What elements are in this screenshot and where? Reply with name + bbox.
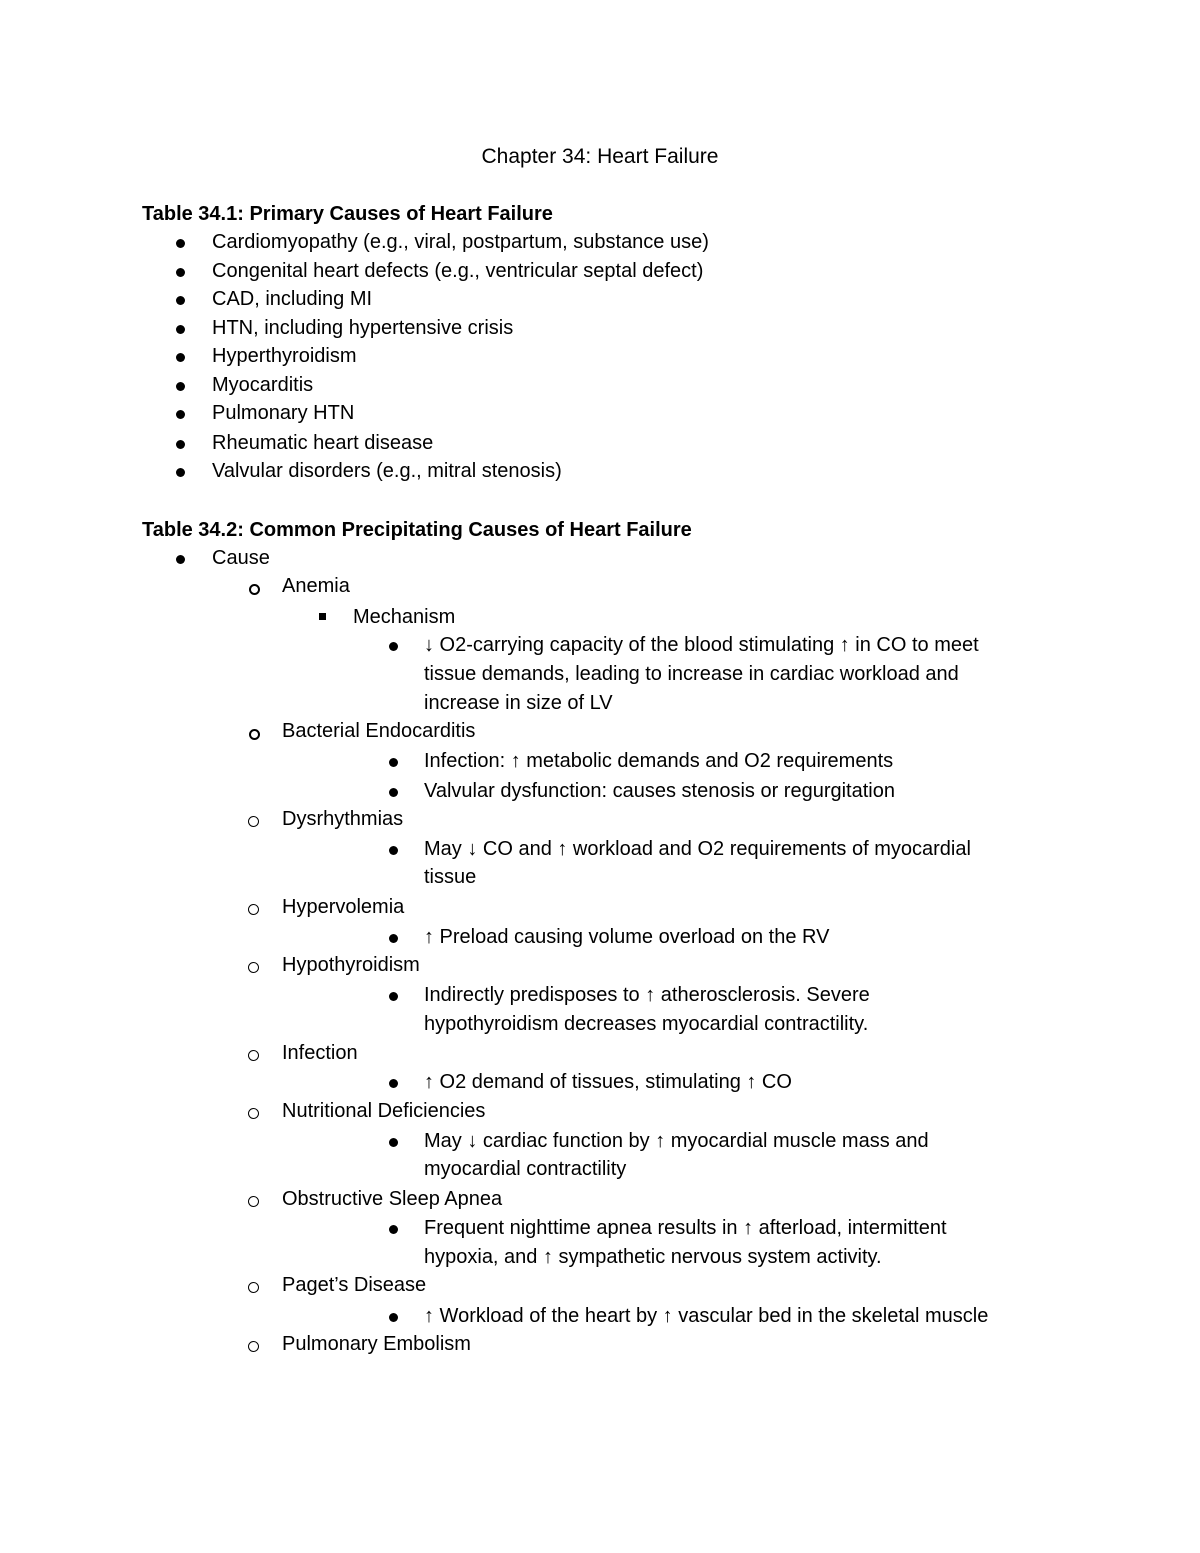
- mechanism-label: Mechanism: [353, 606, 456, 628]
- cause-pagets: Paget’s Disease: [282, 1274, 427, 1296]
- bullet-disc: [176, 296, 185, 305]
- bullet-disc: [176, 555, 185, 564]
- list-item: HTN, including hypertensive crisis: [212, 317, 514, 339]
- bullet-disc: [176, 353, 185, 362]
- cause-hypervolemia: Hypervolemia: [282, 896, 405, 918]
- bullet-ring: [249, 584, 260, 595]
- detail-line: Infection: ↑ metabolic demands and O2 requirements: [424, 750, 894, 772]
- detail-line: ↑ O2 demand of tissues, stimulating ↑ CO: [424, 1071, 792, 1093]
- bullet-disc: [389, 758, 398, 767]
- cause-hypothyroidism: Hypothyroidism: [282, 954, 420, 976]
- bullet-square: [319, 613, 326, 620]
- bullet-disc: [389, 846, 398, 855]
- bullet-ring: [248, 1196, 259, 1207]
- bullet-disc: [176, 410, 185, 419]
- bullet-disc: [389, 788, 398, 797]
- list-item: Rheumatic heart disease: [212, 432, 434, 454]
- cause-endocarditis: Bacterial Endocarditis: [282, 720, 476, 742]
- cause-anemia: Anemia: [282, 575, 350, 597]
- detail-line: hypothyroidism decreases myocardial contractility.: [424, 1013, 869, 1035]
- cause-pulmonary-embolism: Pulmonary Embolism: [282, 1333, 471, 1355]
- detail-line: myocardial contractility: [424, 1158, 627, 1180]
- bullet-disc: [176, 325, 185, 334]
- bullet-disc: [176, 382, 185, 391]
- bullet-disc: [176, 440, 185, 449]
- list-item: Myocarditis: [212, 374, 314, 396]
- bullet-disc: [389, 1313, 398, 1322]
- list-item: Cardiomyopathy (e.g., viral, postpartum, substance use): [212, 231, 709, 253]
- bullet-disc: [176, 239, 185, 248]
- cause-sleep-apnea: Obstructive Sleep Apnea: [282, 1188, 503, 1210]
- list-item: CAD, including MI: [212, 288, 373, 310]
- cause-label: Cause: [212, 547, 270, 569]
- bullet-ring: [248, 904, 259, 915]
- bullet-disc: [389, 642, 398, 651]
- cause-nutritional: Nutritional Deficiencies: [282, 1100, 486, 1122]
- list-item: Congenital heart defects (e.g., ventricular septal defect): [212, 260, 704, 282]
- list-item: Valvular disorders (e.g., mitral stenosis): [212, 460, 562, 482]
- detail-line: tissue: [424, 866, 477, 888]
- bullet-ring: [248, 816, 259, 827]
- document-title: Chapter 34: Heart Failure: [481, 145, 719, 168]
- detail-line: Indirectly predisposes to ↑ atherosclerosis. Severe: [424, 984, 870, 1006]
- detail-line: tissue demands, leading to increase in cardiac workload and: [424, 663, 959, 685]
- bullet-ring: [248, 1050, 259, 1061]
- cause-dysrhythmias: Dysrhythmias: [282, 808, 404, 830]
- detail-line: Valvular dysfunction: causes stenosis or regurgitation: [424, 780, 895, 802]
- detail-line: May ↓ CO and ↑ workload and O2 requirements of myocardial: [424, 838, 971, 860]
- detail-line: hypoxia, and ↑ sympathetic nervous system activity.: [424, 1246, 882, 1268]
- bullet-ring: [248, 1341, 259, 1352]
- detail-line: increase in size of LV: [424, 692, 613, 714]
- bullet-ring: [248, 962, 259, 973]
- bullet-disc: [389, 1079, 398, 1088]
- bullet-disc: [389, 1138, 398, 1147]
- detail-line: ↑ Workload of the heart by ↑ vascular bed in the skeletal muscle: [424, 1305, 989, 1327]
- list-item: Hyperthyroidism: [212, 345, 357, 367]
- list-item: Pulmonary HTN: [212, 402, 355, 424]
- detail-line: ↑ Preload causing volume overload on the RV: [424, 926, 830, 948]
- bullet-ring: [248, 1282, 259, 1293]
- bullet-disc: [389, 934, 398, 943]
- bullet-ring: [249, 729, 260, 740]
- detail-line: May ↓ cardiac function by ↑ myocardial muscle mass and: [424, 1130, 929, 1152]
- bullet-disc: [176, 268, 185, 277]
- cause-infection: Infection: [282, 1042, 358, 1064]
- table-34-1-heading: Table 34.1: Primary Causes of Heart Failure: [142, 203, 553, 225]
- bullet-disc: [176, 468, 185, 477]
- table-34-2-heading: Table 34.2: Common Precipitating Causes of Heart Failure: [142, 519, 692, 541]
- bullet-disc: [389, 1225, 398, 1234]
- bullet-ring: [248, 1108, 259, 1119]
- bullet-disc: [389, 992, 398, 1001]
- detail-line: Frequent nighttime apnea results in ↑ afterload, intermittent: [424, 1217, 947, 1239]
- detail-line: ↓ O2-carrying capacity of the blood stimulating ↑ in CO to meet: [424, 634, 979, 656]
